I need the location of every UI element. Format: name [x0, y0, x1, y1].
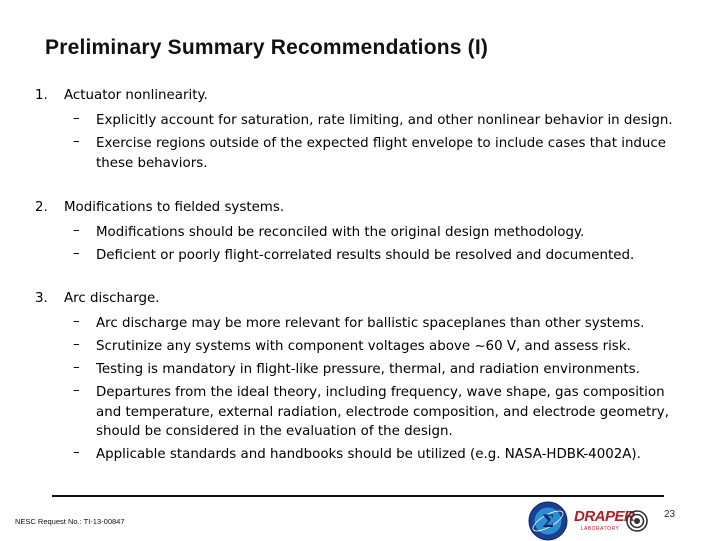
dash-bullet: – [73, 383, 80, 398]
svg-text:Σ: Σ [541, 512, 555, 532]
dash-bullet: – [73, 360, 80, 375]
dash-bullet: – [73, 111, 80, 126]
nesc-logo-icon [528, 501, 568, 541]
dash-bullet: – [73, 314, 80, 329]
item-heading: Actuator nonlinearity. [64, 88, 208, 103]
item-number: 3. [35, 291, 48, 306]
dash-bullet: – [73, 445, 80, 460]
item-number: 1. [35, 88, 48, 103]
item-heading: Arc discharge. [64, 291, 160, 306]
item-number: 2. [35, 200, 48, 215]
draper-logo-subtext: LABORATORY [580, 526, 620, 532]
slide-title: Preliminary Summary Recommendations (I) [45, 36, 489, 59]
dash-bullet: – [73, 223, 80, 238]
sub-item-text: Testing is mandatory in flight-like pressure, thermal, and radiation environments. [96, 362, 640, 377]
draper-logo-text: DRAPER [574, 508, 635, 525]
target-icon [626, 510, 648, 532]
sub-item-text: Scrutinize any systems with component voltages above ~60 V, and assess risk. [96, 339, 631, 354]
page-number: 23 [664, 509, 676, 520]
sub-item-text: Exercise regions outside of the expected flight envelope to include cases that induce these behaviors. [96, 136, 667, 171]
nesc-request-number: NESC Request No.: TI-13-00847 [15, 517, 125, 526]
sub-item-text: Applicable standards and handbooks should be utilized (e.g. NASA-HDBK-4002A). [96, 447, 641, 462]
sub-item-text: Departures from the ideal theory, including frequency, wave shape, gas composition and temperature, external radiation, electrode composition, and electrode geometry, should be considered in the evaluation of the design. [96, 385, 669, 439]
footer-divider [52, 495, 664, 497]
sub-item-text: Deficient or poorly flight-correlated results should be resolved and documented. [96, 248, 635, 263]
sub-item-text: Explicitly account for saturation, rate limiting, and other nonlinear behavior in design. [96, 113, 673, 128]
item-heading: Modifications to fielded systems. [64, 200, 285, 215]
draper-laboratory-logo [574, 508, 650, 538]
sub-item-text: Arc discharge may be more relevant for ballistic spaceplanes than other systems. [96, 316, 645, 331]
dash-bullet: – [73, 134, 80, 149]
dash-bullet: – [73, 337, 80, 352]
sub-item-text: Modifications should be reconciled with the original design methodology. [96, 225, 585, 240]
dash-bullet: – [73, 246, 80, 261]
